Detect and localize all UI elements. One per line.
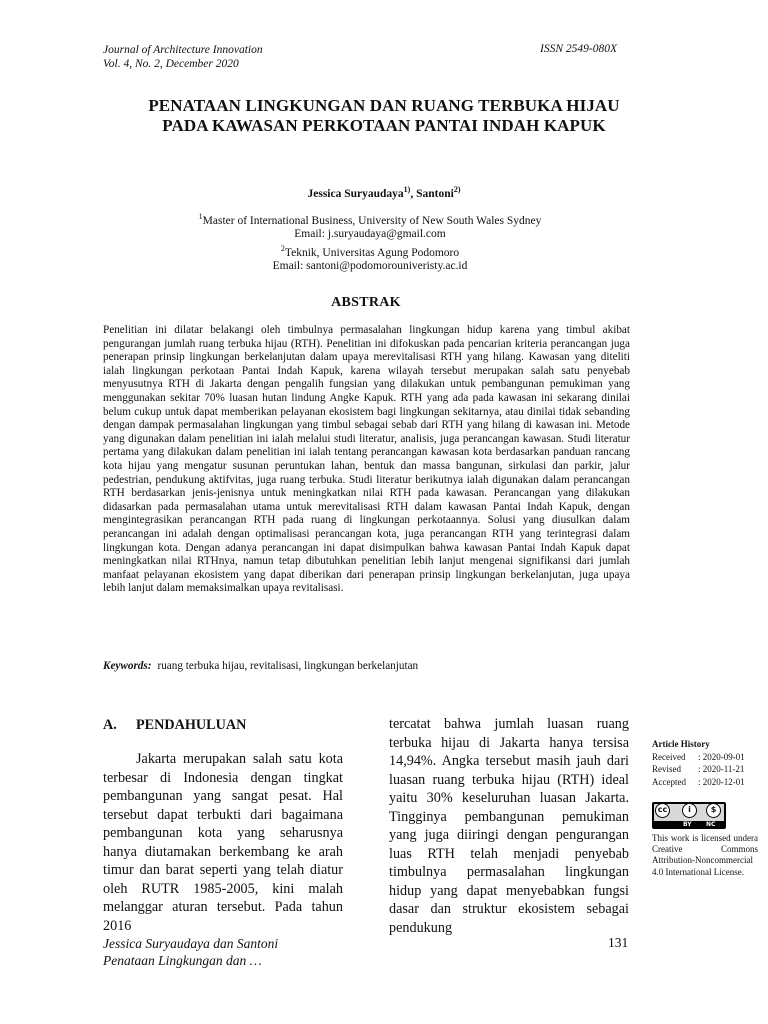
journal-volume: Vol. 4, No. 2, December 2020: [103, 58, 239, 70]
history-received: [652, 751, 745, 764]
footer-short-title: Penataan Lingkungan dan …: [103, 953, 262, 968]
badge-by-label: BY: [683, 821, 692, 828]
abstract-heading: ABSTRAK: [331, 295, 401, 310]
issn: ISSN 2549-080X: [540, 43, 617, 55]
accepted-label: Accepted: [652, 776, 686, 787]
license-text: This work is licensed undera Creative Commons Attribution-Noncommercial 4.0 International License.: [652, 833, 758, 877]
section-title: PENDAHULUAN: [136, 717, 247, 733]
history-revised: [652, 763, 745, 776]
affiliation-2: [0, 242, 740, 260]
section-number: A.: [103, 717, 117, 733]
abstract-text: Penelitian ini dilatar belakangi oleh timbulnya permasalahan lingkungan hidup karena yang timbul akibat pengurangan jumlah ruang terbuka hijau (RTH). Penelitian ini difokuskan pada pencarian kriteria perancangan juga penerapan prinsip lingkungan berkelanjutan dalam upaya merevitalisasi RTH yang hilang. Kawasan yang diteliti ialah lingkungan perkotaan Pantai Indah Kapuk, karena wilayah tersebut merupakan salah satu penyebab menyusutnya RTH di Jakarta dengan pengalih fungsian yang dilakukan untuk pembangunan pemukiman yang menggunakan sekitar 70% luasan hutan lindung Angke Kapuk. RTH yang ada pada kawasan ini sekarang dinilai belum cukup untuk dapat memberikan pelayanan ekosistem bagi lingkungan sekitarnya, atau dinilai tidak sebanding dengan dampak permasalahan lingkungan yang timbul sebagai sebab dari RTH yang hilang di kawasan ini. Metode yang digunakan dalam penelitian ini ialah melalui studi literatur, analisis, juga perancangan kawasan. Studi literatur pertama yang dilakukan dalam penelitian ini ialah tentang perancangan kawasan kota berdasarkan panduan rancang kota hijau yang mengatur susunan peruntukan lahan, bentuk dan massa bangunan, sirkulasi dan parkir, jalur pedestrian, pendukung aktifvitas, juga ruang terbuka. Studi literatur berikutnya ialah digunakan dalam perancangan RTH berdasarkan jenis-jenisnya untuk meningkatkan nilai RTH pada kawasan. Perancangan yang dilakukan didasarkan pada permasalahan utama untuk merevitalisasi RTH dalam kawasan Pantai Indah Kapuk, dengan mengintegrasikan perancangan RTH pada ruang di lingkungan perkotaannya. Solusi yang diusulkan dalam perancangan ini adalah dengan optimalisasi perancangan kota, juga perancangan RTH yang terintegrasi dalam lingkungan kota. Dengan adanya perancangan ini dapat disimpulkan bahwa kawasan Pantai Indah Kapuk dapat meningkatkan nilai RTHnya, namun tetap dibutuhkan penelitian lebih lanjut mengenai signifikansi dari jumlah manfaat pelayanan ekosistem yang dapat diberikan dari penerapan prinsip lingkungan berkelanjutan, juga upaya lebih lanjut dalam memaksimalkan upaya revitalisasi.: [103, 324, 630, 595]
journal-name: Journal of Architecture Innovation: [103, 44, 263, 56]
article-history: [652, 738, 745, 788]
author-list: [0, 185, 768, 200]
author-2: Santoni: [416, 187, 454, 200]
cc-license-badge[interactable]: [652, 802, 726, 829]
revised-date: : 2020-11-21: [698, 764, 745, 774]
revised-label: Revised: [652, 764, 681, 774]
keywords-label: Keywords:: [103, 660, 152, 672]
author-1-sup: 1): [403, 185, 411, 194]
author-separator: ,: [410, 187, 417, 200]
article-history-title: Article History: [652, 739, 710, 749]
body-right-column: tercatat bahwa jumlah luasan ruang terbuka hijau di Jakarta hanya tersisa 14,94%. Angka tersebut masih jauh dari luasan ruang terbuka hijau (RTH) ideal yaitu 30% keseluruhan luasan Jakarta. Tingginya pembangunan pemukiman yang juga diiringi dengan pengurangan luas RTH telah menjadi penyebab timbulnya permasalahan lingkungan hidup yang dapat menyebabkan fungsi dasar dan struktur ekosistem sebagai pendukung: [389, 716, 629, 936]
affiliations: [0, 210, 740, 274]
email-2: Email: santoni@podomorouniveristy.ac.id: [272, 260, 468, 273]
affiliation-2-text: Teknik, Universitas Agung Podomoro: [284, 246, 460, 259]
page-number: 131: [608, 935, 629, 950]
affiliation-2-sup: 2: [280, 243, 285, 253]
affiliation-1: [0, 210, 740, 228]
affiliation-1-text: Master of International Business, University of New South Wales Sydney: [202, 214, 542, 227]
email-1: Email: j.suryaudaya@gmail.com: [294, 228, 446, 241]
nc-icon: $: [706, 803, 721, 818]
footer-running-title: [103, 935, 278, 969]
received-label: Received: [652, 751, 686, 762]
badge-nc-label: NC: [706, 821, 716, 828]
cc-icon: cc: [655, 803, 670, 818]
title-line-2: PADA KAWASAN PERKOTAAN PANTAI INDAH KAPUK: [162, 116, 606, 135]
author-2-sup: 2): [453, 185, 461, 194]
received-date: : 2020-09-01: [698, 751, 745, 762]
section-heading: [103, 717, 246, 734]
history-accepted: [652, 776, 745, 789]
author-1: Jessica Suryaudaya: [307, 187, 404, 200]
title-line-1: PENATAAN LINGKUNGAN DAN RUANG TERBUKA HIJAU: [148, 96, 620, 115]
paper-title: [60, 96, 708, 136]
by-icon: i: [682, 803, 697, 818]
keywords-text: ruang terbuka hijau, revitalisasi, lingkungan berkelanjutan: [157, 660, 419, 672]
body-left-column: Jakarta merupakan salah satu kota terbesar di Indonesia dengan tingkat pembangunan yang sangat pesat. Hal tersebut dapat terbukti dari bagaimana pembangunan kota yang seharusnya hanya diutamakan berkembang ke arah timur dan barat seperti yang telah diatur oleh RUTR 1985-2005, kini malah melanggar aturan tersebut. Pada tahun 2016: [103, 751, 343, 934]
journal-header: [103, 43, 263, 71]
affiliation-1-sup: 1: [198, 212, 203, 221]
keywords: [103, 660, 418, 672]
footer-authors: Jessica Suryaudaya dan Santoni: [103, 936, 279, 951]
accepted-date: : 2020-12-01: [698, 776, 745, 787]
